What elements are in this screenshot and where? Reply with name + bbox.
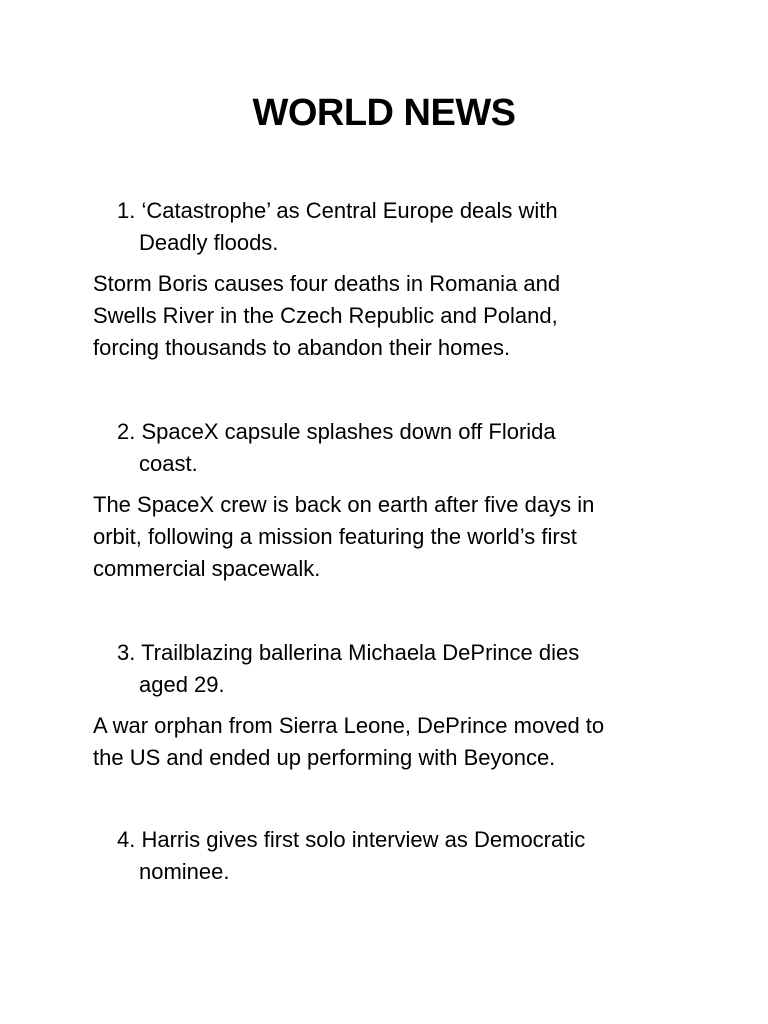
news-headline-1 (117, 195, 677, 259)
headline-line: 3. Trailblazing ballerina Michaela DePrince dies (117, 640, 580, 665)
headline-line: coast. (139, 451, 198, 476)
headline-line: 2. SpaceX capsule splashes down off Florida (117, 419, 556, 444)
headline-line: nominee. (139, 859, 230, 884)
news-summary-3 (93, 710, 693, 774)
summary-line: forcing thousands to abandon their homes. (93, 335, 511, 360)
headline-line: aged 29. (139, 672, 225, 697)
summary-line: Storm Boris causes four deaths in Romania and (93, 271, 561, 296)
summary-line: orbit, following a mission featuring the world’s first (93, 524, 577, 549)
summary-line: The SpaceX crew is back on earth after five days in (93, 492, 595, 517)
page-title: WORLD NEWS (252, 92, 516, 134)
headline-line: 1. ‘Catastrophe’ as Central Europe deals with (117, 198, 558, 223)
news-summary-1 (93, 268, 693, 364)
news-summary-2 (93, 489, 693, 585)
summary-line: Swells River in the Czech Republic and Poland, (93, 303, 558, 328)
summary-line: the US and ended up performing with Beyonce. (93, 745, 556, 770)
summary-line: commercial spacewalk. (93, 556, 321, 581)
news-headline-3 (117, 637, 677, 701)
summary-line: A war orphan from Sierra Leone, DePrince moved to (93, 713, 605, 738)
news-headline-2 (117, 416, 677, 480)
headline-line: Deadly floods. (139, 230, 279, 255)
headline-line: 4. Harris gives first solo interview as Democratic (117, 827, 586, 852)
news-headline-4 (117, 824, 677, 888)
